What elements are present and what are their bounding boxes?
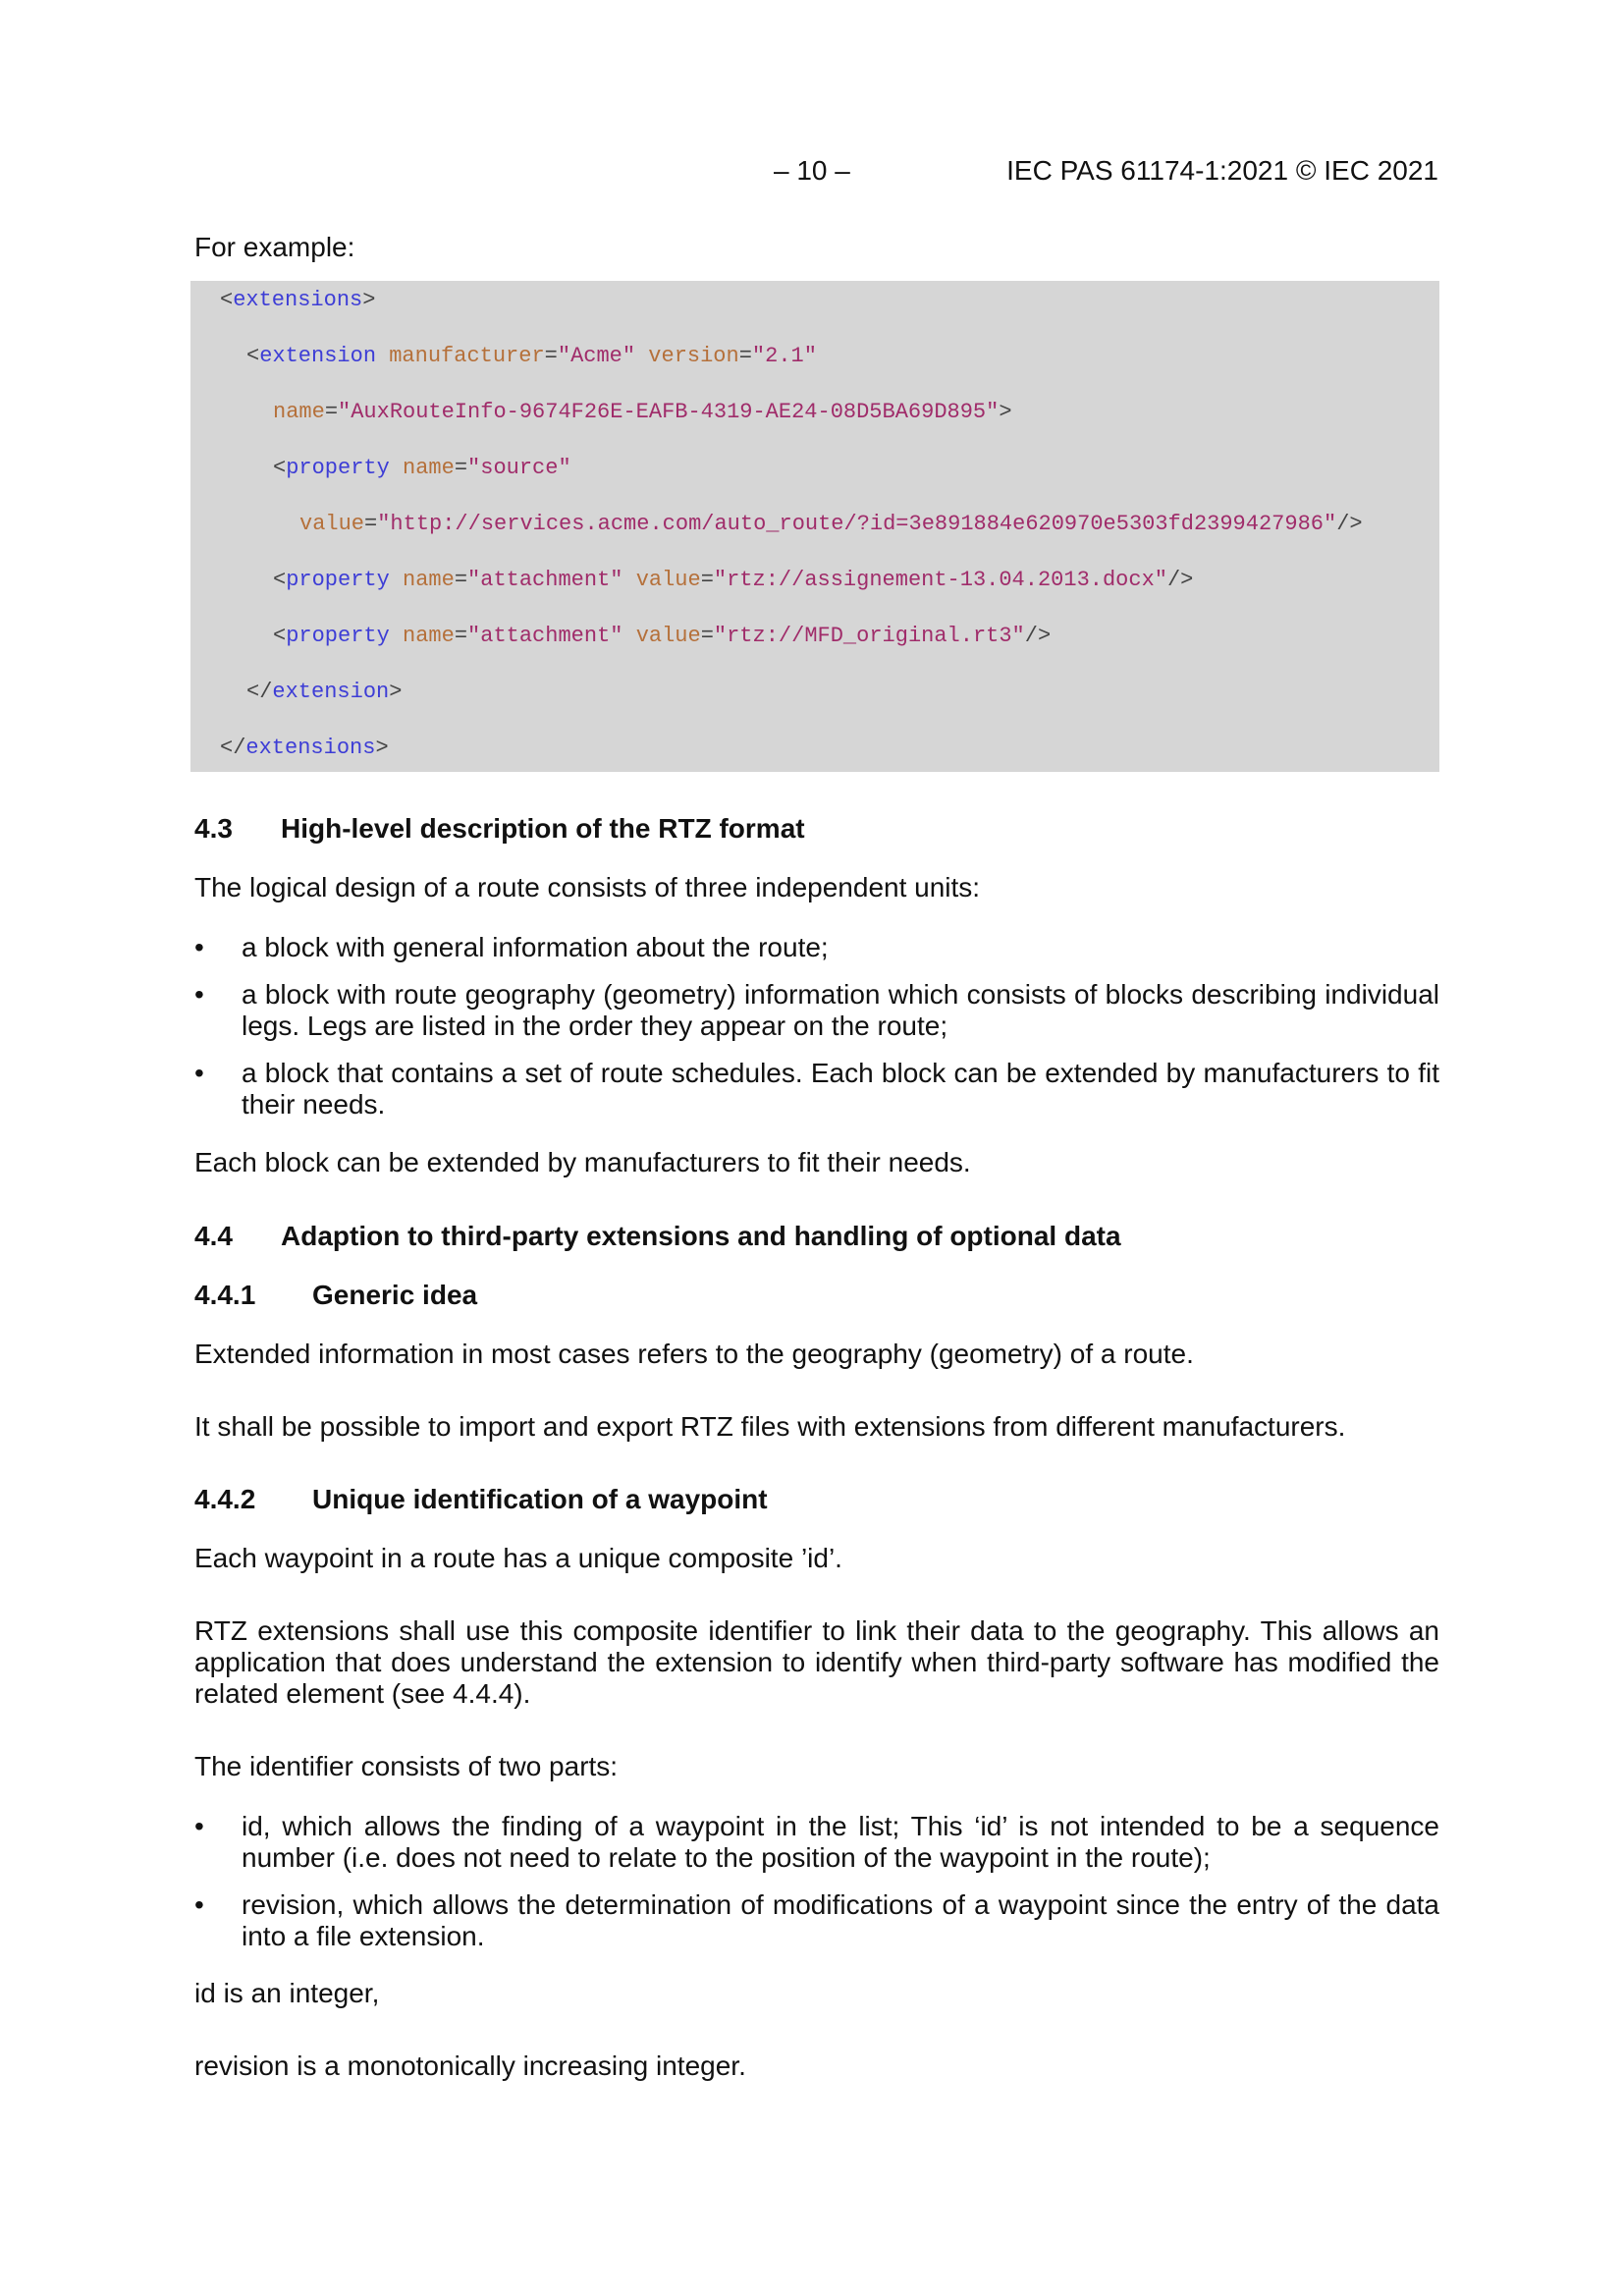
section-heading-4-4: 4.4 Adaption to third-party extensions and handling of optional data xyxy=(194,1221,1121,1251)
code-line: </extension> xyxy=(246,680,403,704)
code-line: </extensions> xyxy=(220,736,389,760)
page-header xyxy=(0,155,1623,191)
section-heading-4-4-2: 4.4.2 Unique identification of a waypoint xyxy=(194,1484,768,1514)
list-item: • revision, which allows the determination of modifications of a waypoint since the entry of the data into a file extension. xyxy=(194,1889,1439,1952)
bullet-list xyxy=(194,1811,1439,1952)
paragraph: revision is a monotonically increasing integer. xyxy=(194,2050,746,2081)
code-line: value="http://services.acme.com/auto_route/?id=3e891884e620970e5303fd2399427986"/> xyxy=(299,512,1363,536)
xml-code-block xyxy=(190,281,1439,772)
paragraph: id is an integer, xyxy=(194,1978,380,2008)
example-intro: For example: xyxy=(194,232,355,262)
page-content xyxy=(194,232,1439,2082)
paragraph: Each waypoint in a route has a unique composite ’id’. xyxy=(194,1543,842,1573)
paragraph: RTZ extensions shall use this composite identifier to link their data to the geography. This allows an application that does understand the extension to identify when third-party software has modified the related element (see 4.4.4). xyxy=(194,1615,1439,1709)
list-item: • a block that contains a set of route schedules. Each block can be extended by manufacturers to fit their needs. xyxy=(194,1058,1439,1121)
document-reference: IEC PAS 61174-1:2021 © IEC 2021 xyxy=(1006,155,1438,186)
paragraph: Extended information in most cases refers to the geography (geometry) of a route. xyxy=(194,1339,1194,1369)
code-line: <property name="source" xyxy=(273,456,571,480)
section-heading-4-3: 4.3 High-level description of the RTZ format xyxy=(194,813,805,844)
paragraph: Each block can be extended by manufacturers to fit their needs. xyxy=(194,1147,971,1177)
paragraph: It shall be possible to import and export RTZ files with extensions from different manufacturers. xyxy=(194,1411,1346,1442)
paragraph: The identifier consists of two parts: xyxy=(194,1751,619,1781)
bullet-list xyxy=(194,932,1439,1121)
list-item: • a block with general information about the route; xyxy=(194,932,1439,963)
code-line: <extension manufacturer="Acme" version="2.1" xyxy=(246,344,817,368)
code-line: <property name="attachment" value="rtz://assignement-13.04.2013.docx"/> xyxy=(273,568,1194,592)
paragraph: The logical design of a route consists of three independent units: xyxy=(194,872,981,902)
list-item: • id, which allows the finding of a waypoint in the list; This ‘id’ is not intended to be a sequence number (i.e. does not need to relate to the position of the waypoint in the route); xyxy=(194,1811,1439,1874)
list-item: • a block with route geography (geometry) information which consists of blocks describing individual legs. Legs are listed in the order they appear on the route; xyxy=(194,979,1439,1042)
code-line: <property name="attachment" value="rtz://MFD_original.rt3"/> xyxy=(273,624,1052,648)
page-number: – 10 – xyxy=(774,155,850,186)
code-line: name="AuxRouteInfo-9674F26E-EAFB-4319-AE24-08D5BA69D895"> xyxy=(273,400,1012,424)
code-line: <extensions> xyxy=(220,288,376,312)
section-heading-4-4-1: 4.4.1 Generic idea xyxy=(194,1280,478,1310)
